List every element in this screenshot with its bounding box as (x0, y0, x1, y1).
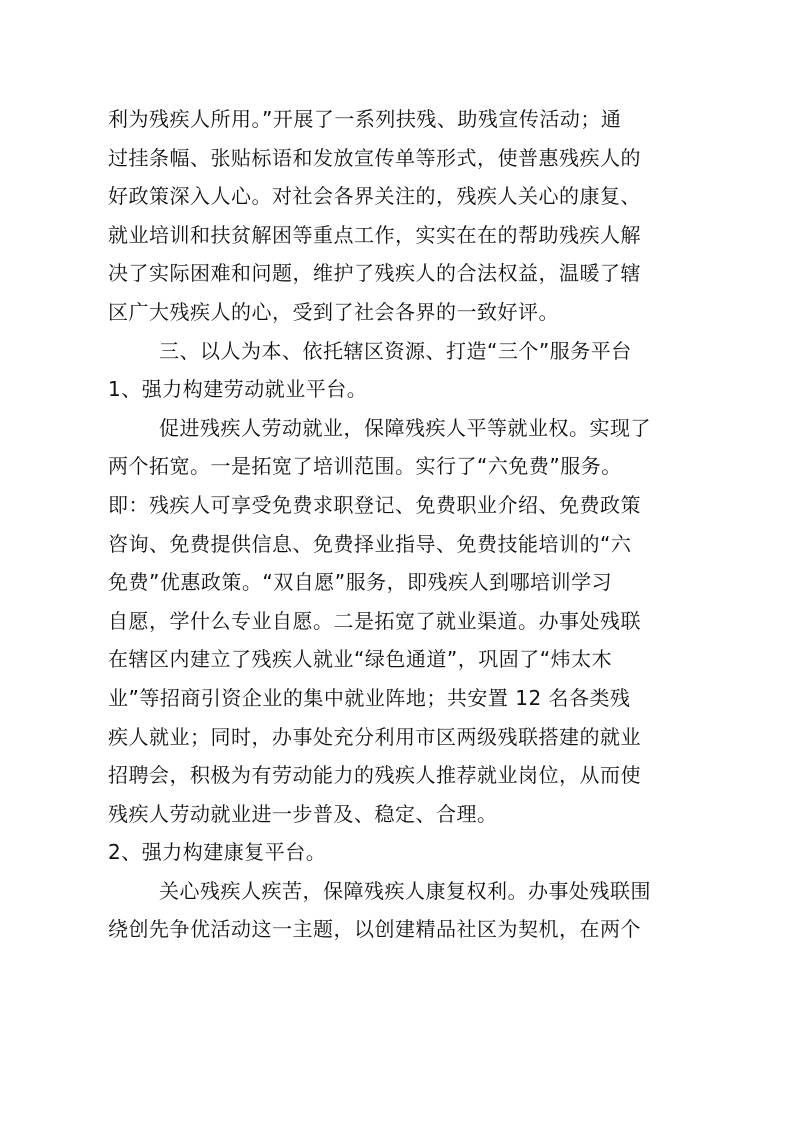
text-line: 咨询、免费提供信息、免费择业指导、免费技能培训的“六 (108, 531, 632, 556)
text-line: 过挂条幅、张贴标语和发放宣传单等形式，使普惠残疾人的 (108, 145, 641, 170)
text-line: 决了实际困难和问题，维护了残疾人的合法权益，温暖了辖 (108, 261, 641, 286)
text-line: 疾人就业；同时，办事处充分利用市区两级残联搭建的就业 (108, 724, 641, 749)
text-line: 即：残疾人可享受免费求职登记、免费职业介绍、免费政策 (108, 492, 641, 517)
subsection-heading: 2、强力构建康复平台。 (108, 840, 327, 865)
subsection-heading: 1、强力构建劳动就业平台。 (108, 377, 368, 402)
text-line: 就业培训和扶贫解困等重点工作，实实在在的帮助残疾人解 (108, 222, 641, 247)
text-line: 关心残疾人疾苦，保障残疾人康复权利。办事处残联围 (159, 878, 651, 903)
text-line: 两个拓宽。一是拓宽了培训范围。实行了“六免费”服务。 (108, 454, 622, 479)
text-line: 在辖区内建立了残疾人就业“绿色通道”，巩固了“炜太木 (108, 647, 613, 672)
text-line: 好政策深入人心。对社会各界关注的，残疾人关心的康复、 (108, 184, 641, 209)
text-line: 业”等招商引资企业的集中就业阵地；共安置 12 名各类残 (108, 685, 631, 710)
section-heading: 三、以人为本、依托辖区资源、打造“三个”服务平台 (159, 338, 632, 363)
document-body (108, 100, 688, 949)
text-line: 免费”优惠政策。“双自愿”服务，即残疾人到哪培训学习 (108, 570, 613, 595)
text-line: 促进残疾人劳动就业，保障残疾人平等就业权。实现了 (159, 415, 651, 440)
text-line: 绕创先争优活动这一主题，以创建精品社区为契机，在两个 (108, 917, 641, 942)
text-line: 区广大残疾人的心，受到了社会各界的一致好评。 (108, 299, 559, 324)
text-line: 自愿，学什么专业自愿。二是拓宽了就业渠道。办事处残联 (108, 608, 641, 633)
text-line: 残疾人劳动就业进一步普及、稳定、合理。 (108, 801, 498, 826)
text-line: 招聘会，积极为有劳动能力的残疾人推荐就业岗位，从而使 (108, 763, 641, 788)
text-line: 利为残疾人所用。”开展了一系列扶残、助残宣传活动；通 (108, 107, 622, 131)
